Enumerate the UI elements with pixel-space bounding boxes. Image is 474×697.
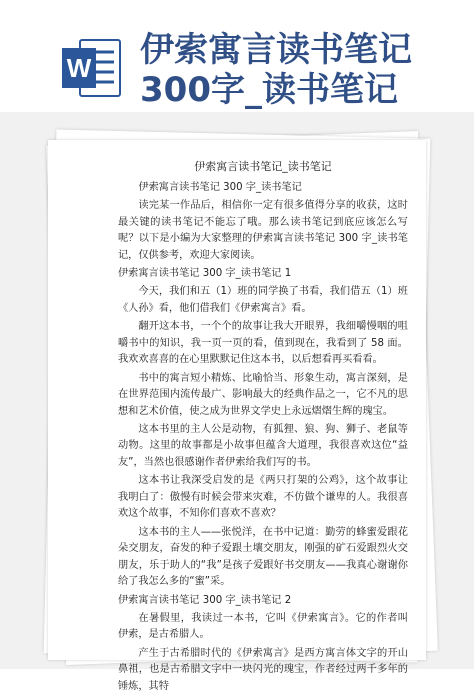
paragraph: 这本书里的主人公是动物，有狐狸、狼、狗、狮子、老鼠等动物。这里的故事都是小故事但蕴含大道理，我很喜欢这位“益友”，当然也很感谢作者伊索给我们写的书。 (118, 423, 408, 469)
paragraph-list (118, 180, 408, 695)
banner-title-line-1: 伊索寓言读书笔记 (140, 30, 412, 70)
word-document-icon (60, 38, 122, 98)
logo-letter: W (66, 53, 92, 83)
section-heading: 伊索寓言读书笔记 300 字_读书笔记 2 (118, 594, 292, 606)
paragraph: 在暑假里，我读过一本书，它叫《伊索寓言》。它的作者叫伊索，是古希腊人。 (118, 612, 408, 641)
banner (0, 0, 474, 112)
paragraph: 翻开这本书，一个个的故事让我大开眼界，我细嚼慢咽的咀嚼书中的知识，我一页一页的看，值到现在，我看到了 58 面。我欢欢喜喜的在心里默默记住这本书，以后想看再买看看。 (118, 321, 408, 366)
paragraph: 读完某一作品后，相信你一定有很多值得分享的收获，这时最关键的读书笔记不能忘了哦。那么读书笔记到底应该怎么写呢？以下是小编为大家整理的伊索寓言读书笔记 300 字_读书笔记，仅供参考，欢迎大家阅读。 (118, 200, 408, 261)
banner-title-line-2: 300字_读书笔记 (140, 70, 398, 110)
paragraph: 这本书让我深受启发的是《两只打架的公鸡》，这个故事让我明白了：傲慢有时候会带来灾难，不仿做个谦卑的人。我很喜欢这个故事，不知你们喜欢不喜欢？ (118, 475, 408, 520)
section-heading: 伊索寓言读书笔记 300 字_读书笔记 1 (118, 268, 292, 280)
paragraph: 这本书的主人——张悦洋，在书中记道：勤劳的蜂蜜爱跟花朵交朋友，奋发的种子爱跟土壤交朋友，刚强的矿石爱跟烈火交朋友，乐于助人的“我”是孩子爱跟好书交朋友——我真心谢谢你给了我怎么多的“蜜”采。 (118, 526, 408, 588)
document-title: 伊索寓言读书笔记_读书笔记 (194, 160, 332, 173)
paragraph: 今天，我们和五（1）班的同学换了书看，我们借五（1）班《人孙》看，他们借我们《伊索寓言》看。 (118, 286, 408, 314)
document-content (118, 158, 408, 697)
paragraph: 产生于古希腊时代的《伊索寓言》是西方寓言体文字的开山鼻祖，也是古希腊文字中一块闪光的瑰宝，作者经过两千多年的锤炼，其特 (118, 647, 408, 692)
paragraph: 伊索寓言读书笔记 300 字_读书笔记 (138, 182, 302, 193)
paragraph: 书中的寓言短小精炼、比喻恰当、形象生动，寓言深刻，是在世界范围内流传最广、影响最大的经典作品之一，它不凡的思想和艺术价值，使之成为世界文学史上永远熠熠生辉的瑰宝。 (118, 372, 408, 417)
